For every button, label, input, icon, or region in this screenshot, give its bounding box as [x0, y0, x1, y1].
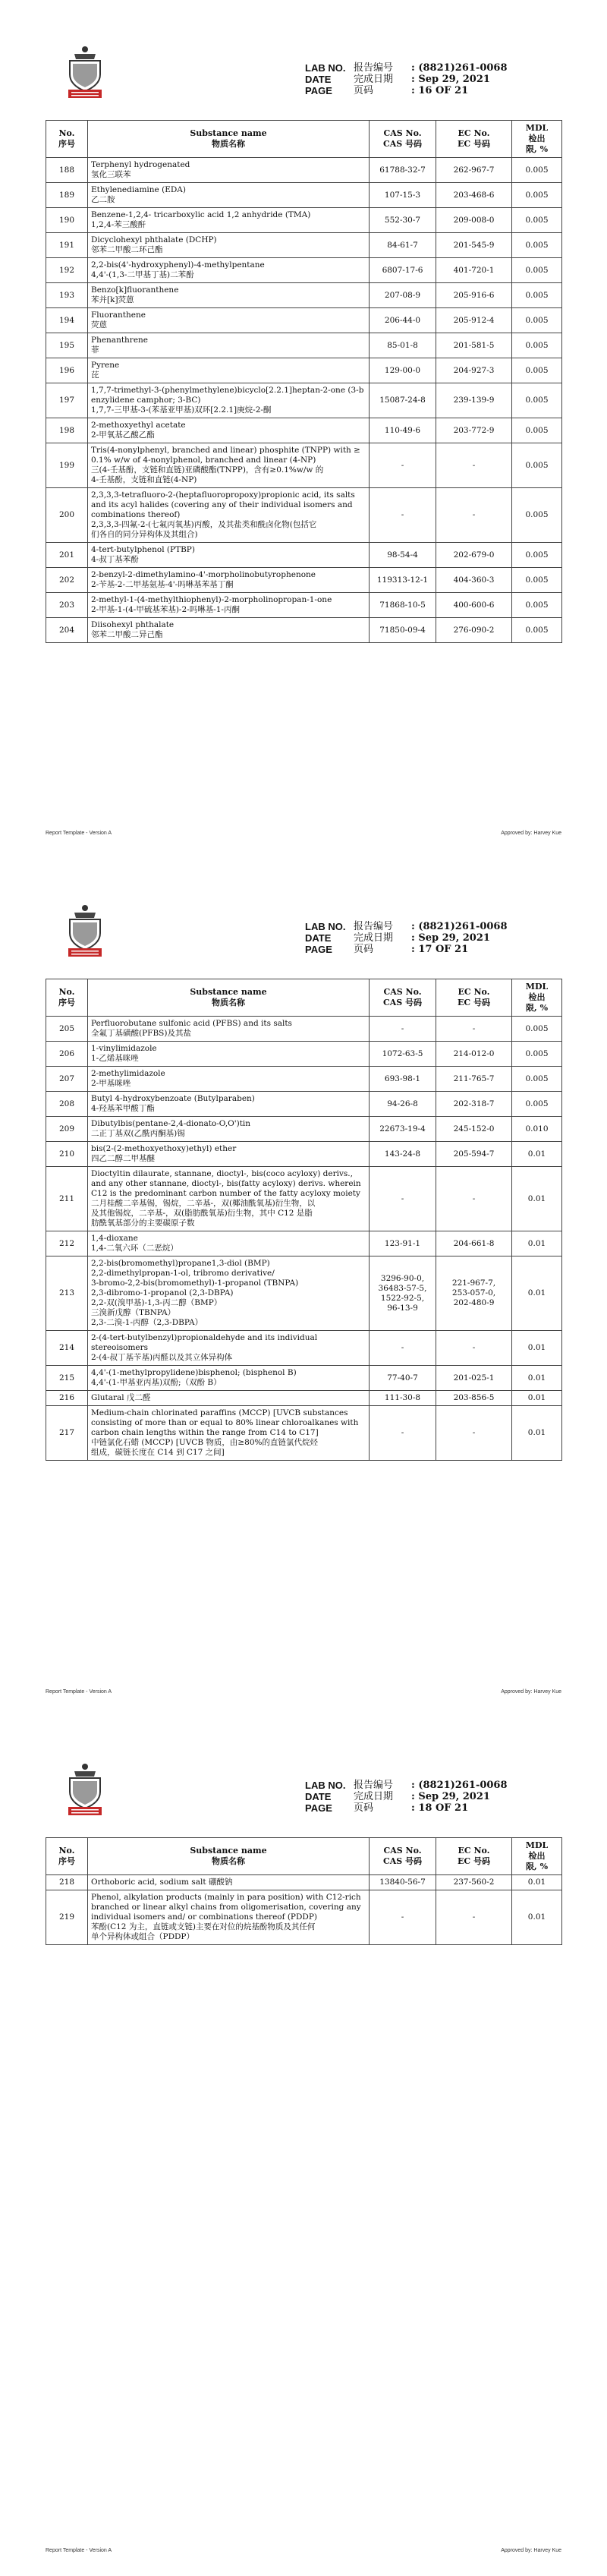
row-number: 199	[46, 443, 88, 488]
col-header-mdl: MDL 检出 限, %	[512, 1838, 562, 1875]
row-number: 188	[46, 158, 88, 183]
lab-no-value: : (8821)261-0068	[411, 1780, 508, 1791]
substance-name: 2,3,3,3-tetrafluoro-2-(heptafluoropropoxy)propionic acid, its salts and its acyl halides (covering any of their individual isomers and combinations thereof) 2,3,3,3-四氟-2-(七氟丙氧基)丙酸，及其盐类和酰卤化物(包括它 们各自的同分异构体及其组合)	[88, 488, 370, 543]
lab-no-cn-label: 报告编号	[354, 1780, 394, 1791]
col-header-substance: Substance name 物质名称	[88, 1838, 370, 1875]
ec-number: -	[436, 1017, 512, 1042]
table-row	[46, 308, 562, 333]
row-number: 203	[46, 593, 88, 618]
cas-number: 119313-12-1	[370, 568, 436, 593]
row-number: 202	[46, 568, 88, 593]
ec-number: 262-967-7	[436, 158, 512, 183]
mdl-value: 0.010	[512, 1117, 562, 1142]
table-row	[46, 1117, 562, 1142]
mdl-value: 0.005	[512, 443, 562, 488]
report-header	[305, 1780, 508, 1814]
col-header-no: No. 序号	[46, 121, 88, 158]
col-header-no: No. 序号	[46, 1838, 88, 1875]
row-number: 197	[46, 383, 88, 418]
cas-number: 13840-56-7	[370, 1875, 436, 1890]
cas-number: -	[370, 1331, 436, 1366]
table-row	[46, 1092, 562, 1117]
ec-number: 201-545-9	[436, 233, 512, 258]
substance-name: 2-methyl-1-(4-methylthiophenyl)-2-morpholinopropan-1-one 2-甲基-1-(4-甲硫基苯基)-2-吗啉基-1-丙酮	[88, 593, 370, 618]
substance-name: Benzene-1,2,4- tricarboxylic acid 1,2 anhydride (TMA) 1,2,4-苯三酸酐	[88, 208, 370, 233]
ec-number: 205-594-7	[436, 1142, 512, 1167]
mdl-value: 0.005	[512, 358, 562, 383]
col-header-cas: CAS No. CAS 号码	[370, 121, 436, 158]
page-footer	[46, 2548, 561, 2553]
bureau-veritas-logo	[64, 1761, 106, 1816]
substance-name: Diisohexyl phthalate 邻苯二甲酸二异己酯	[88, 618, 370, 643]
cas-number: 71850-09-4	[370, 618, 436, 643]
substance-name: 1,4-dioxane 1,4-二氧六环（二恶烷）	[88, 1231, 370, 1256]
substance-name: Phenanthrene 菲	[88, 333, 370, 358]
mdl-value: 0.01	[512, 1256, 562, 1331]
substance-name: 2-methoxyethyl acetate 2-甲氧基乙酸乙酯	[88, 418, 370, 443]
footer-template-version: Report Template - Version A	[46, 1689, 112, 1695]
cas-number: -	[370, 443, 436, 488]
mdl-value: 0.01	[512, 1391, 562, 1406]
row-number: 213	[46, 1256, 88, 1331]
substance-name: 2,2-bis(bromomethyl)propane1,3-diol (BMP) 2,2-dimethylpropan-1-ol, tribromo derivative/ 3-bromo-2,2-bis(bromomethyl)-1-propanol (TBNPA) 2,3-dibromo-1-propanol (2,3-DBPA) 2,2-双(溴甲基)-1,3-丙二醇（BMP） 三溴新戊醇（TBNPA） 2,3-二溴-1-丙醇（2,3-DBPA）	[88, 1256, 370, 1331]
page-number-value: : 18 OF 21	[411, 1802, 469, 1814]
mdl-value: 0.005	[512, 568, 562, 593]
table-row	[46, 1017, 562, 1042]
row-number: 214	[46, 1331, 88, 1366]
cas-number: 693-98-1	[370, 1067, 436, 1092]
report-header	[305, 62, 508, 96]
col-header-substance: Substance name 物质名称	[88, 121, 370, 158]
logo-seal-icon	[64, 1761, 106, 1816]
substance-table	[46, 979, 562, 1461]
mdl-value: 0.01	[512, 1406, 562, 1461]
substance-name: Glutaral 戊二醛	[88, 1391, 370, 1406]
footer-approved-by: Approved by: Harvey Kue	[501, 831, 561, 836]
substance-name: 4,4'-(1-methylpropylidene)bisphenol; (bisphenol B) 4,4'-(1-甲基亚丙基)双酚;（双酚 B）	[88, 1366, 370, 1391]
mdl-value: 0.005	[512, 333, 562, 358]
ec-number: 202-318-7	[436, 1092, 512, 1117]
col-header-mdl: MDL 检出 限, %	[512, 121, 562, 158]
table-header-row	[46, 121, 562, 158]
row-number: 195	[46, 333, 88, 358]
row-number: 207	[46, 1067, 88, 1092]
lab-no-value: : (8821)261-0068	[411, 62, 508, 74]
row-number: 209	[46, 1117, 88, 1142]
table-header-row	[46, 1838, 562, 1875]
ec-number: 202-679-0	[436, 543, 512, 568]
ec-number: 203-772-9	[436, 418, 512, 443]
cas-number: 129-00-0	[370, 358, 436, 383]
cas-number: 94-26-8	[370, 1092, 436, 1117]
substance-table	[46, 1837, 562, 1945]
page-number-value: : 17 OF 21	[411, 944, 469, 955]
page-cn-label: 页码	[354, 1802, 374, 1814]
ec-number: -	[436, 1167, 512, 1231]
cas-number: 207-08-9	[370, 283, 436, 308]
table-row	[46, 183, 562, 208]
substance-name: Perfluorobutane sulfonic acid (PFBS) and its salts 全氟丁基磺酸(PFBS)及其盐	[88, 1017, 370, 1042]
mdl-value: 0.005	[512, 1067, 562, 1092]
substance-name: Butyl 4-hydroxybenzoate (Butylparaben) 4-羟基苯甲酸丁酯	[88, 1092, 370, 1117]
mdl-value: 0.01	[512, 1167, 562, 1231]
report-page	[0, 0, 607, 859]
page-label: PAGE	[305, 85, 332, 96]
row-number: 194	[46, 308, 88, 333]
cas-number: 107-15-3	[370, 183, 436, 208]
lab-no-cn-label: 报告编号	[354, 62, 394, 74]
row-number: 205	[46, 1017, 88, 1042]
ec-number: 401-720-1	[436, 258, 512, 283]
table-row	[46, 1890, 562, 1945]
date-cn-label: 完成日期	[354, 932, 394, 944]
substance-name: 1,7,7-trimethyl-3-(phenylmethylene)bicyclo[2.2.1]heptan-2-one (3-b enzylidene camphor; 3-BC) 1,7,7-三甲基-3-(苯基亚甲基)双环[2.2.1]庚烷-2-酮	[88, 383, 370, 418]
substance-name: Phenol, alkylation products (mainly in para position) with C12-rich branched or linear alkyl chains from oligomerisation, covering any individual isomers and/ or combinations thereof (PDDP) 苯酚(C12 为主，直链或支链)主要在对位的烷基酚物质及其任何 单个异构体或组合（PDDP）	[88, 1890, 370, 1945]
page-number-value: : 16 OF 21	[411, 85, 469, 96]
table-row	[46, 568, 562, 593]
ec-number: 201-025-1	[436, 1366, 512, 1391]
table-row	[46, 618, 562, 643]
cas-number: 22673-19-4	[370, 1117, 436, 1142]
ec-number: 221-967-7, 253-057-0, 202-480-9	[436, 1256, 512, 1331]
substance-name: bis(2-(2-methoxyethoxy)ethyl) ether 四乙二醇二甲基醚	[88, 1142, 370, 1167]
ec-number: -	[436, 1406, 512, 1461]
row-number: 215	[46, 1366, 88, 1391]
mdl-value: 0.01	[512, 1890, 562, 1945]
table-header-row	[46, 979, 562, 1017]
page-label: PAGE	[305, 1802, 332, 1814]
date-label: DATE	[305, 1791, 332, 1802]
lab-no-cn-label: 报告编号	[354, 921, 394, 932]
page-cn-label: 页码	[354, 944, 374, 955]
substance-name: Tris(4-nonylphenyl, branched and linear) phosphite (TNPP) with ≥ 0.1% w/w of 4-nonylphenol, branched and linear (4-NP) 三(4-壬基酚，支链和直链)亚磷酸酯(TNPP)，含有≥0.1%w/w 的 4-壬基酚，支链和直链(4-NP)	[88, 443, 370, 488]
ec-number: -	[436, 1890, 512, 1945]
mdl-value: 0.005	[512, 1017, 562, 1042]
row-number: 190	[46, 208, 88, 233]
mdl-value: 0.005	[512, 593, 562, 618]
col-header-no: No. 序号	[46, 979, 88, 1017]
footer-approved-by: Approved by: Harvey Kue	[501, 2548, 561, 2553]
mdl-value: 0.01	[512, 1875, 562, 1890]
page-label: PAGE	[305, 944, 332, 955]
table-row	[46, 1391, 562, 1406]
ec-number: 204-927-3	[436, 358, 512, 383]
table-row	[46, 383, 562, 418]
page-footer	[46, 1689, 561, 1695]
substance-name: Dioctyltin dilaurate, stannane, dioctyl-, bis(coco acyloxy) derivs., and any other stannane, dioctyl-, bis(fatty acyloxy) derivs. wherein C12 is the predominant carbon number of the fatty acyloxy moiety 二月桂酸二辛基锡，锡烷，二辛基-，双(椰油酰氧基)衍生物，以 及其他锡烷，二辛基-，双(脂肪酰氧基)衍生物，其中 C12 是脂 肪酰氧基部分的主要碳原子数	[88, 1167, 370, 1231]
row-number: 201	[46, 543, 88, 568]
row-number: 189	[46, 183, 88, 208]
lab-no-value: : (8821)261-0068	[411, 921, 508, 932]
row-number: 219	[46, 1890, 88, 1945]
table-row	[46, 208, 562, 233]
footer-approved-by: Approved by: Harvey Kue	[501, 1689, 561, 1695]
report-page	[0, 1717, 607, 2576]
row-number: 196	[46, 358, 88, 383]
table-row	[46, 1142, 562, 1167]
row-number: 191	[46, 233, 88, 258]
mdl-value: 0.005	[512, 158, 562, 183]
logo-seal-icon	[64, 903, 106, 957]
col-header-ec: EC No. EC 号码	[436, 1838, 512, 1875]
cas-number: 1072-63-5	[370, 1042, 436, 1067]
row-number: 200	[46, 488, 88, 543]
mdl-value: 0.005	[512, 1092, 562, 1117]
table-row	[46, 1231, 562, 1256]
mdl-value: 0.005	[512, 543, 562, 568]
substance-name: Dicyclohexyl phthalate (DCHP) 邻苯二甲酸二环己酯	[88, 233, 370, 258]
table-row	[46, 233, 562, 258]
mdl-value: 0.005	[512, 258, 562, 283]
cas-number: -	[370, 1406, 436, 1461]
footer-template-version: Report Template - Version A	[46, 2548, 112, 2553]
date-value: : Sep 29, 2021	[411, 932, 490, 944]
ec-number: 211-765-7	[436, 1067, 512, 1092]
col-header-cas: CAS No. CAS 号码	[370, 979, 436, 1017]
table-row	[46, 1067, 562, 1092]
table-row	[46, 1366, 562, 1391]
table-row	[46, 1167, 562, 1231]
cas-number: 98-54-4	[370, 543, 436, 568]
table-row	[46, 418, 562, 443]
substance-name: Terphenyl hydrogenated 氢化三联苯	[88, 158, 370, 183]
mdl-value: 0.005	[512, 488, 562, 543]
cas-number: 61788-32-7	[370, 158, 436, 183]
row-number: 192	[46, 258, 88, 283]
substance-table	[46, 120, 562, 643]
table-row	[46, 1875, 562, 1890]
ec-number: 201-581-5	[436, 333, 512, 358]
ec-number: 404-360-3	[436, 568, 512, 593]
substance-name: 2,2-bis(4'-hydroxyphenyl)-4-methylpentane 4,4'-(1,3-二甲基丁基)二苯酚	[88, 258, 370, 283]
cas-number: -	[370, 1167, 436, 1231]
ec-number: 237-560-2	[436, 1875, 512, 1890]
mdl-value: 0.005	[512, 208, 562, 233]
substance-name: Benzo[k]fluoranthene 苯并[k]荧蒽	[88, 283, 370, 308]
logo-seal-icon	[64, 44, 106, 99]
row-number: 212	[46, 1231, 88, 1256]
ec-number: 205-912-4	[436, 308, 512, 333]
cas-number: -	[370, 1890, 436, 1945]
ec-number: 400-600-6	[436, 593, 512, 618]
cas-number: 3296-90-0, 36483-57-5, 1522-92-5, 96-13-9	[370, 1256, 436, 1331]
substance-name: 2-(4-tert-butylbenzyl)propionaldehyde and its individual stereoisomers 2-(4-叔丁基苄基)丙醛以及其立体异构体	[88, 1331, 370, 1366]
table-row	[46, 258, 562, 283]
table-row	[46, 1256, 562, 1331]
page-footer	[46, 831, 561, 836]
substance-name: Pyrene 芘	[88, 358, 370, 383]
row-number: 210	[46, 1142, 88, 1167]
mdl-value: 0.005	[512, 233, 562, 258]
date-cn-label: 完成日期	[354, 1791, 394, 1802]
date-cn-label: 完成日期	[354, 74, 394, 85]
col-header-ec: EC No. EC 号码	[436, 121, 512, 158]
lab-no-label: LAB NO.	[305, 1780, 346, 1791]
cas-number: 111-30-8	[370, 1391, 436, 1406]
cas-number: 71868-10-5	[370, 593, 436, 618]
page-cn-label: 页码	[354, 85, 374, 96]
ec-number: -	[436, 443, 512, 488]
cas-number: 6807-17-6	[370, 258, 436, 283]
mdl-value: 0.005	[512, 308, 562, 333]
substance-name: Dibutylbis(pentane-2,4-dionato-O,O')tin 二正丁基双(乙酰丙酮基)锡	[88, 1117, 370, 1142]
cas-number: 110-49-6	[370, 418, 436, 443]
table-row	[46, 543, 562, 568]
col-header-mdl: MDL 检出 限, %	[512, 979, 562, 1017]
ec-number: -	[436, 488, 512, 543]
substance-name: Orthoboric acid, sodium salt 硼酸钠	[88, 1875, 370, 1890]
cas-number: 84-61-7	[370, 233, 436, 258]
cas-number: 85-01-8	[370, 333, 436, 358]
date-label: DATE	[305, 932, 332, 944]
row-number: 198	[46, 418, 88, 443]
mdl-value: 0.01	[512, 1231, 562, 1256]
bureau-veritas-logo	[64, 903, 106, 957]
col-header-substance: Substance name 物质名称	[88, 979, 370, 1017]
col-header-cas: CAS No. CAS 号码	[370, 1838, 436, 1875]
report-header	[305, 921, 508, 955]
substance-name: 2-benzyl-2-dimethylamino-4'-morpholinobutyrophenone 2-苄基-2-二甲基氨基-4'-吗啉基苯基丁酮	[88, 568, 370, 593]
mdl-value: 0.01	[512, 1331, 562, 1366]
ec-number: 203-468-6	[436, 183, 512, 208]
table-row	[46, 443, 562, 488]
cas-number: 206-44-0	[370, 308, 436, 333]
table-row	[46, 1331, 562, 1366]
cas-number: 123-91-1	[370, 1231, 436, 1256]
substance-name: 1-vinylimidazole 1-乙烯基咪唑	[88, 1042, 370, 1067]
mdl-value: 0.005	[512, 418, 562, 443]
date-label: DATE	[305, 74, 332, 85]
table-row	[46, 333, 562, 358]
table-row	[46, 358, 562, 383]
mdl-value: 0.005	[512, 283, 562, 308]
row-number: 217	[46, 1406, 88, 1461]
table-row	[46, 593, 562, 618]
ec-number: 214-012-0	[436, 1042, 512, 1067]
mdl-value: 0.01	[512, 1142, 562, 1167]
row-number: 193	[46, 283, 88, 308]
table-row	[46, 1042, 562, 1067]
bureau-veritas-logo	[64, 44, 106, 99]
mdl-value: 0.01	[512, 1366, 562, 1391]
table-row	[46, 283, 562, 308]
ec-number: 276-090-2	[436, 618, 512, 643]
mdl-value: 0.005	[512, 183, 562, 208]
row-number: 216	[46, 1391, 88, 1406]
cas-number: 77-40-7	[370, 1366, 436, 1391]
ec-number: 204-661-8	[436, 1231, 512, 1256]
substance-name: Fluoranthene 荧蒽	[88, 308, 370, 333]
table-row	[46, 488, 562, 543]
substance-name: Medium-chain chlorinated paraffins (MCCP) [UVCB substances consisting of more than or equal to 80% linear chloroalkanes with carbon chain lengths within the range from C14 to C17] 中链氯化石蜡 (MCCP) [UVCB 物质，由≥80%的直链氯代烷烃 组成，碳链长度在 C14 到 C17 之间]	[88, 1406, 370, 1461]
date-value: : Sep 29, 2021	[411, 1791, 490, 1802]
mdl-value: 0.005	[512, 1042, 562, 1067]
cas-number: 552-30-7	[370, 208, 436, 233]
table-row	[46, 1406, 562, 1461]
col-header-ec: EC No. EC 号码	[436, 979, 512, 1017]
ec-number: 203-856-5	[436, 1391, 512, 1406]
cas-number: 15087-24-8	[370, 383, 436, 418]
row-number: 211	[46, 1167, 88, 1231]
substance-name: Ethylenediamine (EDA) 乙二胺	[88, 183, 370, 208]
substance-name: 4-tert-butylphenol (PTBP) 4-叔丁基苯酚	[88, 543, 370, 568]
lab-no-label: LAB NO.	[305, 921, 346, 932]
footer-template-version: Report Template - Version A	[46, 831, 112, 836]
ec-number: 245-152-0	[436, 1117, 512, 1142]
cas-number: 143-24-8	[370, 1142, 436, 1167]
substance-name: 2-methylimidazole 2-甲基咪唑	[88, 1067, 370, 1092]
cas-number: -	[370, 488, 436, 543]
ec-number: -	[436, 1331, 512, 1366]
mdl-value: 0.005	[512, 383, 562, 418]
row-number: 218	[46, 1875, 88, 1890]
date-value: : Sep 29, 2021	[411, 74, 490, 85]
mdl-value: 0.005	[512, 618, 562, 643]
cas-number: -	[370, 1017, 436, 1042]
ec-number: 239-139-9	[436, 383, 512, 418]
row-number: 204	[46, 618, 88, 643]
ec-number: 209-008-0	[436, 208, 512, 233]
lab-no-label: LAB NO.	[305, 62, 346, 74]
ec-number: 205-916-6	[436, 283, 512, 308]
row-number: 208	[46, 1092, 88, 1117]
row-number: 206	[46, 1042, 88, 1067]
report-page	[0, 859, 607, 1717]
table-row	[46, 158, 562, 183]
